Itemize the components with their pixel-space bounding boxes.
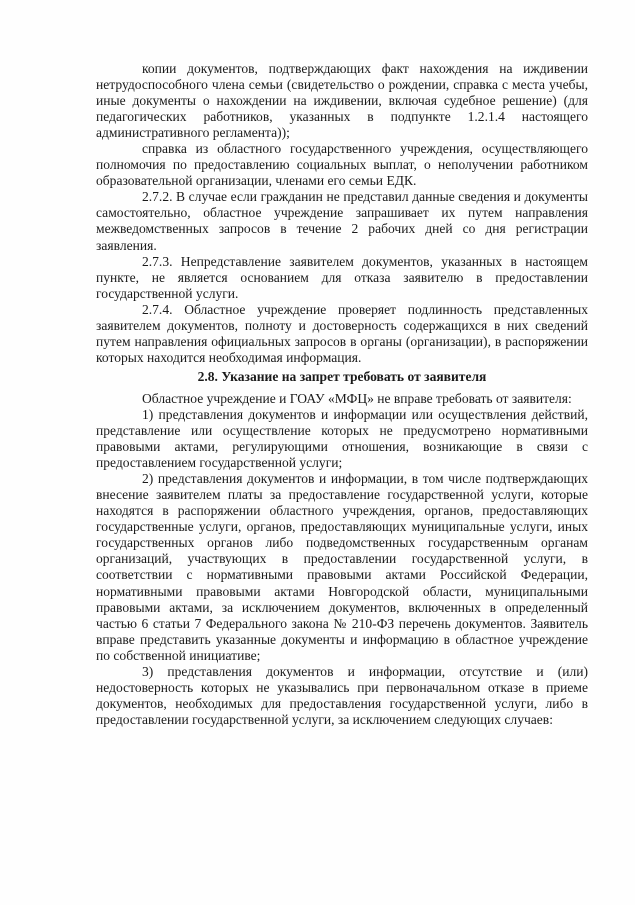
paragraph-2-7-3: 2.7.3. Непредставление заявителем документов, указанных в настоящем пункте, не является основанием для отказа заявителю в предоставлении государственной услуги.	[96, 253, 588, 301]
paragraph-2-7-2: 2.7.2. В случае если гражданин не представил данные сведения и документы самостоятельно, областное учреждение запрашивает их путем направления межведомственных запросов в течение 2 рабочих дней со дня регистрации заявления.	[96, 189, 588, 253]
paragraph-item-1: 1) представления документов и информации или осуществления действий, представление или осуществление которых не предусмотрено нормативными правовыми актами, регулирующими отношения, возникающие в связи с предоставлением государственной услуги;	[96, 406, 588, 471]
paragraph-edk-certificate: справка из областного государственного учреждения, осуществляющего полномочия по предоставлению социальных выплат, о неполучении работником образовательной организации, членами его семьи ЕДК.	[96, 141, 588, 189]
paragraph-dependents-documents: копии документов, подтверждающих факт нахождения на иждивении нетрудоспособного члена семьи (свидетельство о рождении, справка с места учебы, иные документы о нахождении на иждивении, включая судебное решение) (для педагогических работников, указанных в подпункте 1.2.1.4 настоящего административного регламента));	[96, 61, 588, 141]
paragraph-item-2: 2) представления документов и информации, в том числе подтверждающих внесение заявителем платы за предоставление государственной услуги, которые находятся в распоряжении областного учреждения, органов, предоставляющих государственные услуги, органов, предоставляющих муниципальные услуги, иных государственных органов либо подведомственных государственным органам организаций, участвующих в предоставлении государственной услуги, в соответствии с нормативными правовыми актами Российской Федерации, нормативными правовыми актами Новгородской области, муниципальными правовыми актами, за исключением документов, включенных в определенный частью 6 статьи 7 Федерального закона № 210-ФЗ перечень документов. Заявитель вправе представить указанные документы и информацию в областное учреждение по собственной инициативе;	[96, 471, 588, 663]
paragraph-prohibition-intro: Областное учреждение и ГОАУ «МФЦ» не вправе требовать от заявителя:	[142, 390, 572, 406]
document-body	[96, 61, 588, 728]
paragraph-item-3: 3) представления документов и информации, отсутствие и (или) недостоверность которых не указывались при первоначальном отказе в приеме документов, необходимых для предоставления государственной услуги, либо в предоставлении государственной услуги, за исключением следующих случаев:	[96, 663, 588, 727]
section-heading-2-8: 2.8. Указание на запрет требовать от заявителя	[197, 368, 487, 384]
paragraph-2-7-4: 2.7.4. Областное учреждение проверяет подлинность представленных заявителем документов, полноту и достоверность содержащихся в них сведений путем направления официальных запросов в органы (организации), в распоряжении которых находится необходимая информация.	[96, 301, 588, 365]
